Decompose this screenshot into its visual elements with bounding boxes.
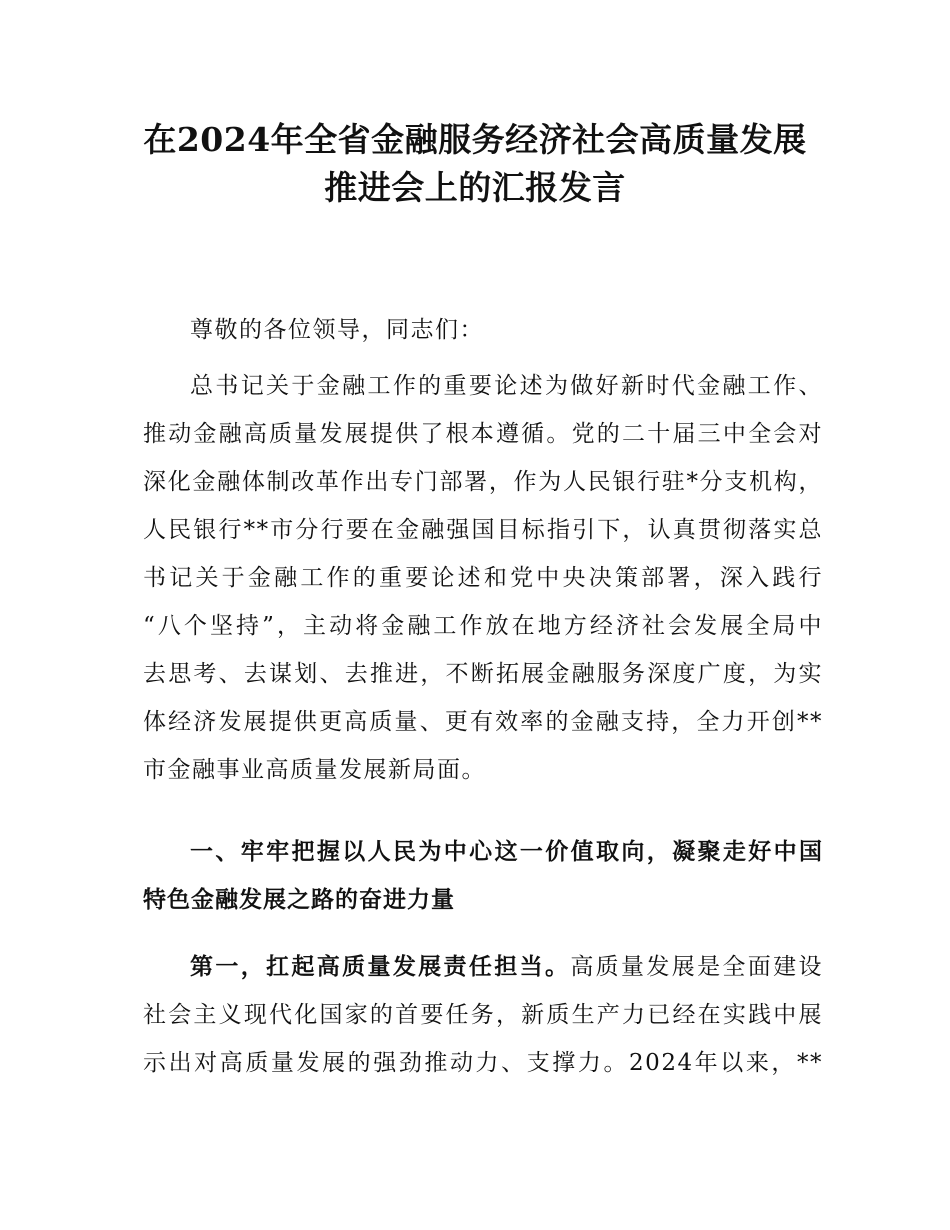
paragraph-intro (143, 362, 823, 794)
section-heading-line: 一、牢牢把握以人民为中心这一价值取向，凝聚走好中国 (190, 839, 823, 865)
paragraph-line-rest: 高质量发展是全面建设 (570, 954, 824, 980)
paragraph-line: 市金融事业高质量发展新局面。 (143, 757, 486, 783)
paragraph-line: 社会主义现代化国家的首要任务，新质生产力已经在实践中展 (143, 1002, 823, 1028)
paragraph-line (143, 943, 823, 991)
paragraph-first-point (143, 943, 823, 1087)
paragraph-lead-bold: 第一，扛起高质量发展责任担当。 (190, 954, 571, 980)
paragraph-line: “八个坚持”，主动将金融工作放在地方经济社会发展全局中 (143, 613, 823, 639)
paragraph-line: 示出对高质量发展的强劲推动力、支撑力。2024年以来，** (143, 1050, 823, 1076)
paragraph-line: 体经济发展提供更高质量、更有效率的金融支持，全力开创** (143, 709, 823, 735)
document-title-line-1: 在2024年全省金融服务经济社会高质量发展 (143, 120, 807, 159)
document-title-line-2: 推进会上的汇报发言 (324, 168, 626, 207)
paragraph-line: 总书记关于金融工作的重要论述为做好新时代金融工作、 (190, 373, 823, 399)
paragraph-line: 书记关于金融工作的重要论述和党中央决策部署，深入践行 (143, 565, 823, 591)
paragraph-line: 深化金融体制改革作出专门部署，作为人民银行驻*分支机构， (143, 469, 823, 495)
paragraph-line: 人民银行**市分行要在金融强国目标指引下，认真贯彻落实总 (143, 517, 823, 543)
paragraph-line: 推动金融高质量发展提供了根本遵循。党的二十届三中全会对 (143, 421, 823, 447)
section-heading-line: 特色金融发展之路的奋进力量 (143, 887, 455, 913)
paragraph-line: 去思考、去谋划、去推进，不断拓展金融服务深度广度，为实 (143, 661, 823, 687)
section-heading-1 (143, 828, 823, 924)
greeting: 尊敬的各位领导，同志们： (190, 317, 484, 343)
